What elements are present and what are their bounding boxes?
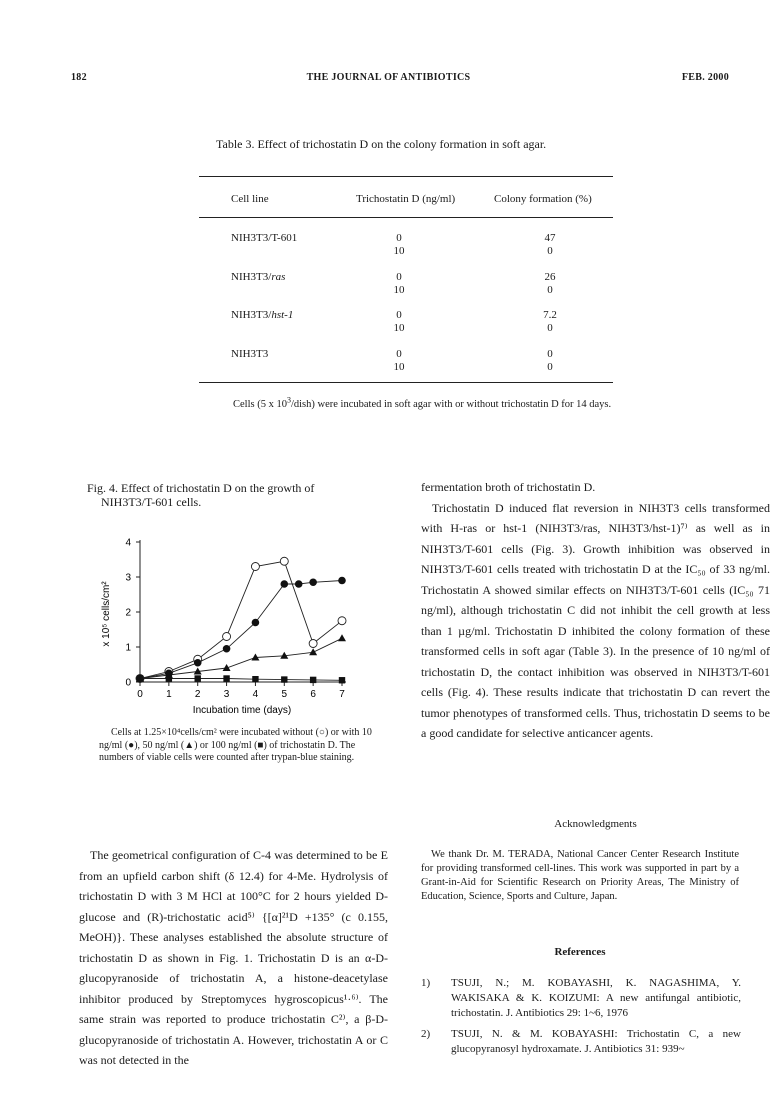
table-rule-top	[199, 176, 613, 177]
data-point-open-circle	[309, 640, 317, 648]
table-colony: 0 0	[547, 348, 553, 373]
x-tick-label: 1	[166, 689, 172, 700]
col-header-cell-line: Cell line	[231, 193, 269, 205]
table-colony: 7.2 0	[543, 309, 557, 334]
data-point-filled-square	[137, 675, 143, 681]
acknowledgments-text: We thank Dr. M. TERADA, National Cancer Center Research Institute for providing transformed cell-lines. This work was supported in part by a Grant-in-Aid for Scientific Research on Priority Areas, The Ministry of Education, Science, Sports and Culture, Japan.	[421, 849, 739, 902]
issue-date: FEB. 2000	[681, 72, 729, 83]
right-column-text: fermentation broth of trichostatin D. Trichostatin D induced flat reversion in NIH3T3 cells transformed with H-ras or hst-1 (NIH3T3/ras, NIH3T3/hst-1)⁷⁾ as well as in NIH3T3/T-601 cells (Fig. 3). Growth inhibition was observed in NIH3T3/T-601 cells treated with trichostatin D at the IC₅₀ of 33 ng/ml. Trichostatin A showed similar effects on NIH3T3/T-601 cells (IC₅₀ 71 ng/ml), although trichostatin C did not inhibit the cell growth at less than 1 µg/ml. Trichostatin D inhibited the colony formation of these transformed cells in soft agar (Table 3). In the presence of 10 ng/ml of trichostatin D, the contact inhibition was observed in NIH3T3/T-601 cells (Fig. 4). These results indicate that trichostatin D can revert the tumor phenotypes of transformed cells. Thus, trichostatin D seems to be a good candidate for selective anticancer agents.	[421, 480, 770, 740]
table-cell-line: NIH3T3	[231, 348, 269, 360]
table-colony: 26 0	[544, 271, 556, 296]
data-point-open-circle	[280, 557, 288, 565]
data-point-open-circle	[338, 617, 346, 625]
data-point-filled-circle	[295, 580, 303, 588]
data-point-filled-square	[166, 675, 172, 681]
data-point-filled-triangle	[338, 634, 346, 641]
data-point-open-circle	[223, 633, 231, 641]
left-column-text: The geometrical configuration of C-4 was determined to be E from an upfield carbon shift (δ 12.4) for 4-Me. Hydrolysis of trichostatin D with 3 M HCl at 100°C for 2 hours yielded D-glucose and (R)-trichostatic acid⁵⁾ {[α]²¹D +135° (c 0.155, MeOH)}. These analyses established the absolute structure of trichostatin D as shown in Fig. 1. Trichostatin D is an α-D-glucopyranoside of trichostatin A, a histone-deacetylase inhibitor produced by Streptomyces hygroscopicus¹·⁶⁾. The same strain was reported to produce trichostatin C²⁾, a β-D-glucopyranoside of trichostatin A. However, trichostatin A or C was not detected in the	[79, 848, 388, 1067]
figure-legend: Cells at 1.25×10⁴cells/cm² were incubated without (○) or with 10 ng/ml (●), 50 ng/ml (▲) or 100 ng/ml (■) of trichostatin D. The numbers of viable cells were counted after trypan-blue staining.	[99, 727, 372, 763]
acknowledgments-heading: Acknowledgments	[554, 818, 637, 830]
data-point-filled-square	[252, 676, 258, 682]
x-tick-label: 4	[252, 689, 259, 700]
y-tick-label: 1	[125, 642, 131, 654]
series-line-filled-circle	[140, 581, 342, 679]
data-point-filled-circle	[338, 577, 346, 585]
journal-title: THE JOURNAL OF ANTIBIOTICS	[306, 72, 471, 83]
table-dose: 0 10	[393, 309, 405, 334]
y-tick-label: 0	[125, 677, 131, 689]
data-point-filled-square	[281, 676, 287, 682]
data-point-filled-square	[223, 675, 229, 681]
data-point-filled-circle	[280, 580, 288, 588]
table-note: Cells (5 x $10^3/dish$) were incubated in soft agar with or without trichostatin D for 14 days.	[233, 395, 612, 410]
data-point-open-circle	[251, 563, 259, 571]
x-tick-label: 2	[194, 689, 201, 700]
y-tick-label: 2	[125, 607, 131, 619]
data-point-filled-circle	[309, 578, 317, 586]
col-header-dose: Trichostatin D (ng/ml)	[356, 193, 456, 205]
table-dose: 0 10	[393, 348, 405, 373]
data-point-filled-triangle	[309, 648, 317, 655]
y-tick-label: 3	[125, 572, 131, 584]
data-point-filled-square	[310, 677, 316, 683]
table-caption: Table 3. Effect of trichostatin D on the colony formation in soft agar.	[216, 137, 547, 151]
data-point-filled-circle	[194, 659, 202, 667]
data-point-filled-square	[339, 677, 345, 683]
table-cell-line: NIH3T3/hst-1	[231, 309, 294, 321]
data-point-filled-square	[195, 675, 201, 681]
data-point-filled-triangle	[223, 664, 231, 671]
x-tick-label: 0	[137, 689, 143, 700]
chart-axes	[125, 538, 346, 701]
growth-chart	[80, 528, 380, 723]
reference-item: 2) TSUJI, N. & M. KOBAYASHI: Trichostatin C, a new glucopyranosyl hydroxamate. J. Antibiotics 31: 939~	[421, 1028, 741, 1055]
reference-list	[421, 976, 741, 1063]
data-point-filled-circle	[252, 619, 260, 627]
page-number: 182	[71, 72, 87, 83]
references-heading: References	[554, 946, 606, 958]
table-rule-bottom	[199, 382, 613, 383]
x-tick-label: 6	[310, 689, 316, 700]
table-cell-line: NIH3T3/ras	[231, 271, 286, 283]
y-axis-label: x 10⁵ cells/cm²	[101, 581, 112, 647]
table-colony: 47 0	[544, 232, 556, 257]
table-dose: 0 10	[393, 232, 405, 257]
x-tick-label: 7	[339, 689, 345, 700]
table-dose: 0 10	[393, 271, 405, 296]
x-tick-label: 5	[281, 689, 288, 700]
data-point-filled-circle	[223, 645, 231, 653]
chart-markers	[136, 557, 346, 683]
x-tick-label: 3	[223, 689, 230, 700]
table-rule-mid	[199, 217, 613, 218]
col-header-colony: Colony formation (%)	[494, 193, 592, 205]
x-axis-label: Incubation time (days)	[192, 705, 292, 716]
table-cell-line: NIH3T3/T-601	[231, 232, 298, 244]
figure-caption: Fig. 4. Effect of trichostatin D on the growth of NIH3T3/T-601 cells.	[87, 481, 315, 509]
y-tick-label: 4	[125, 537, 131, 549]
reference-item: 1) TSUJI, N.; M. KOBAYASHI, K. NAGASHIMA, Y. WAKISAKA & K. KOIZUMI: A new antifungal antibiotic, trichostatin. J. Antibiotics 29: 1~6, 1976	[421, 977, 741, 1019]
